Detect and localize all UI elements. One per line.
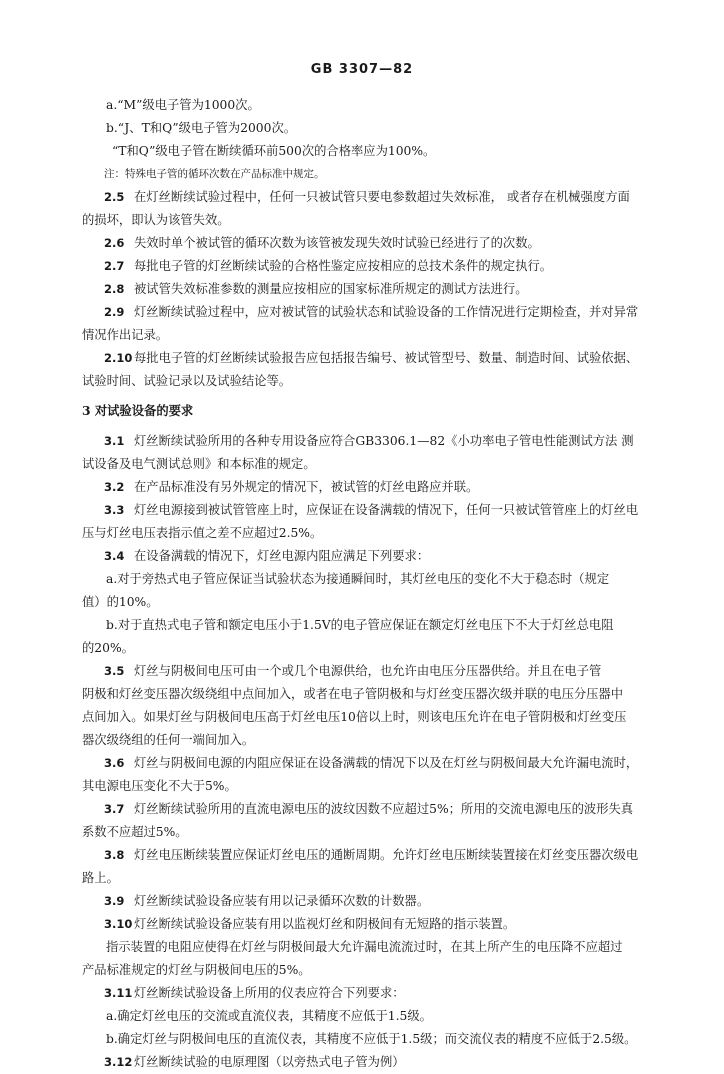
clause-number: 3.6 xyxy=(104,756,125,770)
clause-text: a.确定灯丝电压的交流或直流仪表，其精度不应低于1.5级。 xyxy=(106,1009,432,1023)
text-line xyxy=(82,1051,682,1074)
clause-number: 3.3 xyxy=(104,503,125,517)
document-body xyxy=(82,94,682,1074)
text-line xyxy=(82,821,682,844)
clause-number: 3.5 xyxy=(104,664,125,678)
clause-number: 3.11 xyxy=(104,986,133,1000)
clause-number: 3.12 xyxy=(104,1055,133,1069)
text-line xyxy=(82,752,682,775)
clause-text: 在产品标准没有另外规定的情况下，被试管的灯丝电路应并联。 xyxy=(134,480,479,494)
clause-text: 器次级绕组的任何一端间加入。 xyxy=(82,733,255,747)
clause-text: 每批电子管的灯丝断续试验报告应包括报告编号、被试管型号、数量、制造时间、试验依据、 xyxy=(134,351,639,365)
clause-text: 注：特殊电子管的循环次数在产品标准中规定。 xyxy=(104,168,325,180)
text-line xyxy=(82,867,682,890)
clause-text: 灯丝断续试验设备应装有用以监视灯丝和阴极间有无短路的指示装置。 xyxy=(134,917,516,931)
text-line xyxy=(82,278,682,301)
clause-text: 压与灯丝电压表指示值之差不应超过2.5%。 xyxy=(82,526,323,540)
clause-number: 3.4 xyxy=(104,549,125,563)
clause-text: 值）的10%。 xyxy=(82,595,159,609)
text-line xyxy=(82,913,682,936)
clause-text: 在设备满载的情况下，灯丝电源内阻应满足下列要求： xyxy=(134,549,430,563)
clause-text: 灯丝电压断续装置应保证灯丝电压的通断周期。允许灯丝电压断续装置接在灯丝变压器次级电 xyxy=(134,848,639,862)
text-line xyxy=(82,347,682,370)
text-line xyxy=(82,140,682,163)
text-line xyxy=(82,637,682,660)
clause-text: 被试管失效标准参数的测量应按相应的国家标准所规定的测试方法进行。 xyxy=(134,282,528,296)
text-line xyxy=(82,430,682,453)
clause-text: 灯丝断续试验所用的直流电源电压的波纹因数不应超过5%；所用的交流电源电压的波形失真 xyxy=(134,802,634,816)
text-line xyxy=(82,255,682,278)
text-line xyxy=(82,324,682,347)
text-line xyxy=(82,614,682,637)
clause-number: 3.7 xyxy=(104,802,125,816)
text-line xyxy=(82,591,682,614)
clause-text: 灯丝断续试验设备上所用的仪表应符合下列要求： xyxy=(134,986,405,1000)
clause-number: 2.7 xyxy=(104,259,125,273)
clause-text: “T和Q”级电子管在断续循环前500次的合格率应为100%。 xyxy=(112,144,436,158)
clause-text: 灯丝断续试验过程中，应对被试管的试验状态和试验设备的工作情况进行定期检查，并对异常 xyxy=(134,305,639,319)
text-line xyxy=(82,186,682,209)
clause-text: 3 对试验设备的要求 xyxy=(82,403,194,418)
text-line xyxy=(82,568,682,591)
text-line xyxy=(82,706,682,729)
clause-text: 在灯丝断续试验过程中，任何一只被试管只要电参数超过失效标准， 或者存在机械强度方面 xyxy=(134,190,630,204)
clause-text: 指示装置的电阻应使得在灯丝与阴极间最大允许漏电流流过时，在其上所产生的电压降不应超过 xyxy=(106,940,623,954)
text-line xyxy=(82,959,682,982)
clause-text: b.“J、T和Q”级电子管为2000次。 xyxy=(106,121,297,135)
clause-number: 2.9 xyxy=(104,305,125,319)
clause-text: 点间加入。如果灯丝与阴极间电压高于灯丝电压10倍以上时，则该电压允许在电子管阴极和灯丝变压 xyxy=(82,710,627,724)
clause-number: 2.5 xyxy=(104,190,125,204)
clause-text: 的损坏，即认为该管失效。 xyxy=(82,213,230,227)
clause-text: 其电源电压变化不大于5%。 xyxy=(82,779,237,793)
clause-text: 产品标准规定的灯丝与阴极间电压的5%。 xyxy=(82,963,311,977)
clause-number: 2.6 xyxy=(104,236,125,250)
text-line xyxy=(82,399,682,422)
text-line xyxy=(82,729,682,752)
clause-text: 灯丝电源接到被试管管座上时，应保证在设备满载的情况下，任何一只被试管管座上的灯丝电 xyxy=(134,503,639,517)
clause-text: 试验时间、试验记录以及试验结论等。 xyxy=(82,374,292,388)
text-line xyxy=(82,660,682,683)
text-line xyxy=(82,1028,682,1051)
text-line xyxy=(82,370,682,393)
clause-text: 每批电子管的灯丝断续试验的合格性鉴定应按相应的总技术条件的规定执行。 xyxy=(134,259,553,273)
text-line xyxy=(82,476,682,499)
text-line xyxy=(82,94,682,117)
clause-text: 情况作出记录。 xyxy=(82,328,169,342)
text-line xyxy=(82,117,682,140)
text-line xyxy=(82,232,682,255)
clause-text: 失效时单个被试管的循环次数为该管被发现失效时试验已经进行了的次数。 xyxy=(134,236,540,250)
clause-number: 3.8 xyxy=(104,848,125,862)
clause-number: 3.10 xyxy=(104,917,133,931)
clause-text: b.确定灯丝与阴极间电压的直流仪表，其精度不应低于1.5级；而交流仪表的精度不应低于2.5级。 xyxy=(106,1032,637,1046)
text-line xyxy=(82,775,682,798)
text-line xyxy=(82,844,682,867)
text-line xyxy=(82,683,682,706)
clause-text: 阴极和灯丝变压器次级绕组中点间加入，或者在电子管阴极和与灯丝变压器次级并联的电压分压器中 xyxy=(82,687,624,701)
clause-text: 路上。 xyxy=(82,871,119,885)
text-line xyxy=(82,522,682,545)
standard-number-header: GB 3307—82 xyxy=(310,62,414,77)
clause-number: 3.2 xyxy=(104,480,125,494)
clause-text: 试设备及电气测试总则》和本标准的规定。 xyxy=(82,457,316,471)
text-line xyxy=(82,1005,682,1028)
clause-text: 灯丝断续试验设备应装有用以记录循环次数的计数器。 xyxy=(134,894,430,908)
text-line xyxy=(82,545,682,568)
clause-number: 2.10 xyxy=(104,351,133,365)
text-line xyxy=(82,301,682,324)
text-line xyxy=(82,890,682,913)
clause-number: 3.9 xyxy=(104,894,125,908)
clause-number: 3.1 xyxy=(104,434,125,448)
clause-number: 2.8 xyxy=(104,282,125,296)
text-line xyxy=(82,453,682,476)
text-line xyxy=(82,499,682,522)
text-line xyxy=(82,163,682,186)
text-line xyxy=(82,982,682,1005)
clause-text: b.对于直热式电子管和额定电压小于1.5V的电子管应保证在额定灯丝电压下不大于灯丝总电阻 xyxy=(106,618,614,632)
clause-text: 的20%。 xyxy=(82,641,134,655)
clause-text: 灯丝断续试验所用的各种专用设备应符合GB3306.1—82《小功率电子管电性能测试方法 测 xyxy=(134,434,634,448)
clause-text: 系数不应超过5%。 xyxy=(82,825,188,839)
text-line xyxy=(82,936,682,959)
clause-text: 灯丝与阴极间电源的内阻应保证在设备满载的情况下以及在灯丝与阴极间最大允许漏电流时， xyxy=(134,756,639,770)
clause-text: 灯丝断续试验的电原理图（以旁热式电子管为例） xyxy=(134,1055,405,1069)
clause-text: 灯丝与阴极间电压可由一个或几个电源供给，也允许由电压分压器供给。并且在电子管 xyxy=(134,664,602,678)
clause-text: a.“M”级电子管为1000次。 xyxy=(106,98,260,112)
text-line xyxy=(82,798,682,821)
text-line xyxy=(82,209,682,232)
clause-text: a.对于旁热式电子管应保证当试验状态为接通瞬间时，其灯丝电压的变化不大于稳态时（规定 xyxy=(106,572,610,586)
